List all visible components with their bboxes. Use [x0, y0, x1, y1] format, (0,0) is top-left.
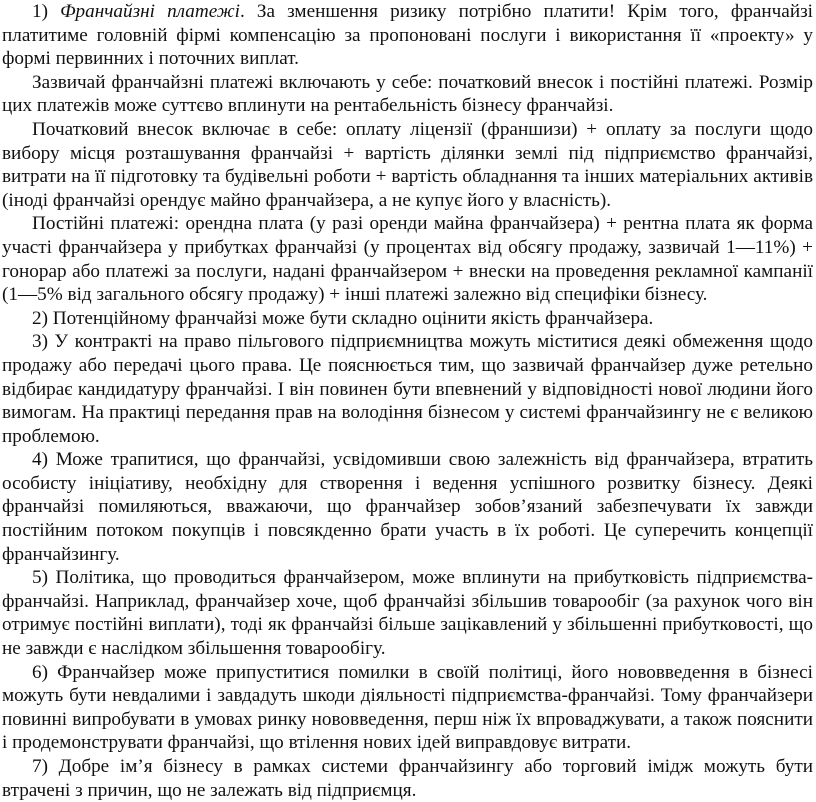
paragraph-1-term: Франчайзні платежі [60, 1, 240, 22]
paragraph-6-text: 3) У контракті на право пільгового підприємництва можуть міститися деякі обмеження щодо продажу або передачі цього права. Це пояснюється тим, що зазвичай франчайзер дуже ретельно відбирає кандидатуру франчайзі. І він повинен бути впевнений у відповідності нової людини його вимогам. На практиці передання прав на володіння бізнесом у системі франчайзингу не є великою проблемою. [2, 331, 813, 447]
paragraph-1 [2, 0, 813, 71]
paragraph-8 [2, 566, 813, 660]
paragraph-7-text: 4) Може трапитися, що франчайзі, усвідомивши свою залежність від франчайзера, втратить особисту ініціативу, необхідну для створення і ведення успішного розвитку бізнесу. Деякі франчайзі помиляються, вважаючи, що франчайзер зобов’язаний забезпечувати їх завжди постійним потоком покупців і повсякденно брати участь в їх роботі. Це суперечить концепції франчайзингу. [2, 449, 813, 565]
paragraph-5 [2, 307, 813, 331]
paragraph-2 [2, 71, 813, 118]
paragraph-3-text: Початковий внесок включає в себе: оплату ліцензії (франшизи) + оплату за послуги щодо вибору місця розташування франчайзі + вартість ділянки землі під підприємство франчайзі, витрати на її підготовку та будівельні роботи + вартість обладнання та інших матеріальних активів (іноді франчайзі орендує майно франчайзера, а не купує його у власність). [2, 118, 813, 211]
paragraph-10-text: 7) Добре ім’я бізнесу в рамках системи франчайзингу або торговий імідж можуть бути втрачені з причин, що не залежать від підприємця. [2, 756, 813, 801]
paragraph-4 [2, 212, 813, 306]
paragraph-1-number: 1) [32, 1, 61, 22]
paragraph-1-text: . За зменшення ризику потрібно платити! Крім того, франчайзі платитиме головній фірмі компенсацію за пропоновані послуги і використання її «проекту» у формі первинних і поточних виплат. [2, 1, 813, 70]
paragraph-8-text: 5) Політика, що проводиться франчайзером, може вплинути на прибутковість підприємства-франчайзі. Наприклад, франчайзер хоче, щоб франчайзі збільшив товарообіг (за рахунок чого він отримує постійні виплати), тоді як франчайзі більше зацікавлений у збільшенні прибутковості, що не завжди є наслідком збільшення товарообігу. [2, 567, 813, 660]
paragraph-3 [2, 118, 813, 212]
paragraph-10 [2, 755, 813, 802]
paragraph-7 [2, 448, 813, 566]
paragraph-9 [2, 661, 813, 755]
paragraph-6 [2, 330, 813, 448]
paragraph-5-text: 2) Потенційному франчайзі може бути складно оцінити якість франчайзера. [32, 307, 654, 329]
paragraph-4-text: Постійні платежі: орендна плата (у разі оренди майна франчайзера) + рентна плата як форма участі франчайзера у прибутках франчайзі (у процентах від обсягу продажу, зазвичай 1—11%) + гонорар або платежі за послуги, надані франчайзером + внески на проведення рекламної кампанії (1—5% від загального обсягу продажу) + інші платежі залежно від специфіки бізнесу. [2, 213, 813, 306]
paragraph-9-text: 6) Франчайзер може припуститися помилки в своїй політиці, його нововведення в бізнесі можуть бути невдалими і завдадуть шкоди діяльності підприємства-франчайзі. Тому франчайзери повинні випробувати в умовах ринку нововведення, перш ніж їх впроваджувати, а також пояснити і продемонструвати франчайзі, що втілення нових ідей виправдовує витрати. [2, 661, 813, 754]
paragraph-2-text: Зазвичай франчайзні платежі включають у себе: початковий внесок і постійні платежі. Розмір цих платежів може суттєво вплинути на рентабельність бізнесу франчайзі. [2, 71, 813, 117]
